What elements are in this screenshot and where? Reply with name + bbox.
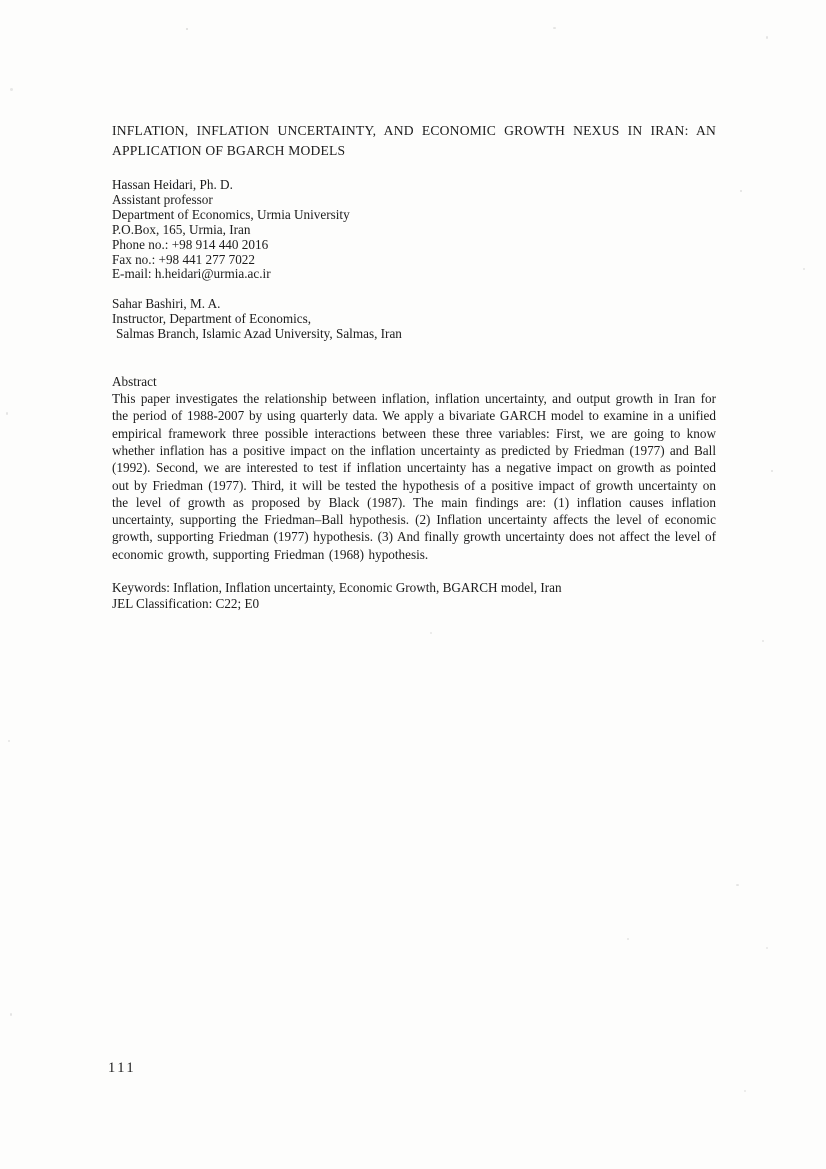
- author-block-hassan-heidari: [112, 178, 716, 282]
- scan-speck: [430, 632, 432, 634]
- scan-speck: [627, 938, 629, 940]
- author-name: Sahar Bashiri, M. A.: [112, 296, 221, 312]
- jel-classification-line: JEL Classification: C22; E0: [112, 595, 260, 611]
- author-department: Department of Economics, Urmia University: [112, 206, 350, 222]
- author-address: P.O.Box, 165, Urmia, Iran: [112, 221, 251, 237]
- author-phone: Phone no.: +98 914 440 2016: [112, 236, 269, 252]
- abstract-heading: Abstract: [112, 374, 157, 390]
- paper-title-line-1: INFLATION, INFLATION UNCERTAINTY, AND ECONOMIC GROWTH NEXUS IN IRAN: AN: [112, 123, 716, 138]
- author-position: Instructor, Department of Economics,: [112, 311, 312, 327]
- author-fax: Fax no.: +98 441 277 7022: [112, 251, 255, 267]
- scan-speck: [744, 1090, 746, 1092]
- author-email: E-mail: h.heidari@urmia.ac.ir: [112, 266, 271, 282]
- scan-speck: [553, 27, 556, 29]
- scan-speck: [762, 640, 764, 642]
- author-name: Hassan Heidari, Ph. D.: [112, 177, 233, 192]
- scan-speck: [10, 1013, 12, 1016]
- scan-speck: [8, 740, 10, 742]
- author-block-sahar-bashiri: [112, 297, 716, 342]
- scan-speck: [740, 190, 742, 192]
- scan-speck: [766, 947, 768, 949]
- keywords-line: Keywords: Inflation, Inflation uncertainty, Economic Growth, BGARCH model, Iran: [112, 580, 562, 596]
- abstract-text: This paper investigates the relationship between inflation, inflation uncertainty, and output growth in Iran for the period of 1988-2007 by using quarterly data. We apply a bivariate GARCH model to examine in a unified empirical framework three possible interactions between these three variables: First, we are going to know whether inflation has a positive impact on the inflation uncertainty as predicted by Friedman (1977) and Ball (1992). Second, we are interested to test if inflation uncertainty has a negative impact on growth as pointed out by Friedman (1977). Third, it will be tested the hypothesis of a positive impact of growth uncertainty on the level of growth as proposed by Black (1987). The main findings are: (1) inflation causes inflation uncertainty, supporting the Friedman–Ball hypothesis. (2) Inflation uncertainty affects the level of economic growth, supporting Friedman (1977) hypothesis. (3) And finally growth uncertainty does not affect the level of economic growth, supporting Friedman (1968) hypothesis.: [112, 391, 716, 562]
- paper-title-line-2: APPLICATION OF BGARCH MODELS: [112, 143, 346, 158]
- scan-speck: [766, 36, 768, 39]
- author-position: Assistant professor: [112, 191, 213, 207]
- scan-speck: [186, 28, 188, 30]
- author-affiliation: Salmas Branch, Islamic Azad University, Salmas, Iran: [116, 326, 402, 342]
- scan-speck: [6, 412, 8, 415]
- scan-speck: [736, 884, 739, 886]
- paper-content: [112, 121, 716, 611]
- paper-title: [112, 121, 716, 161]
- abstract-section: [112, 374, 716, 563]
- page-number: 111: [108, 1060, 137, 1076]
- scan-speck: [803, 268, 805, 270]
- keywords-section: [112, 580, 716, 611]
- scan-speck: [10, 88, 13, 91]
- scan-speck: [771, 470, 773, 472]
